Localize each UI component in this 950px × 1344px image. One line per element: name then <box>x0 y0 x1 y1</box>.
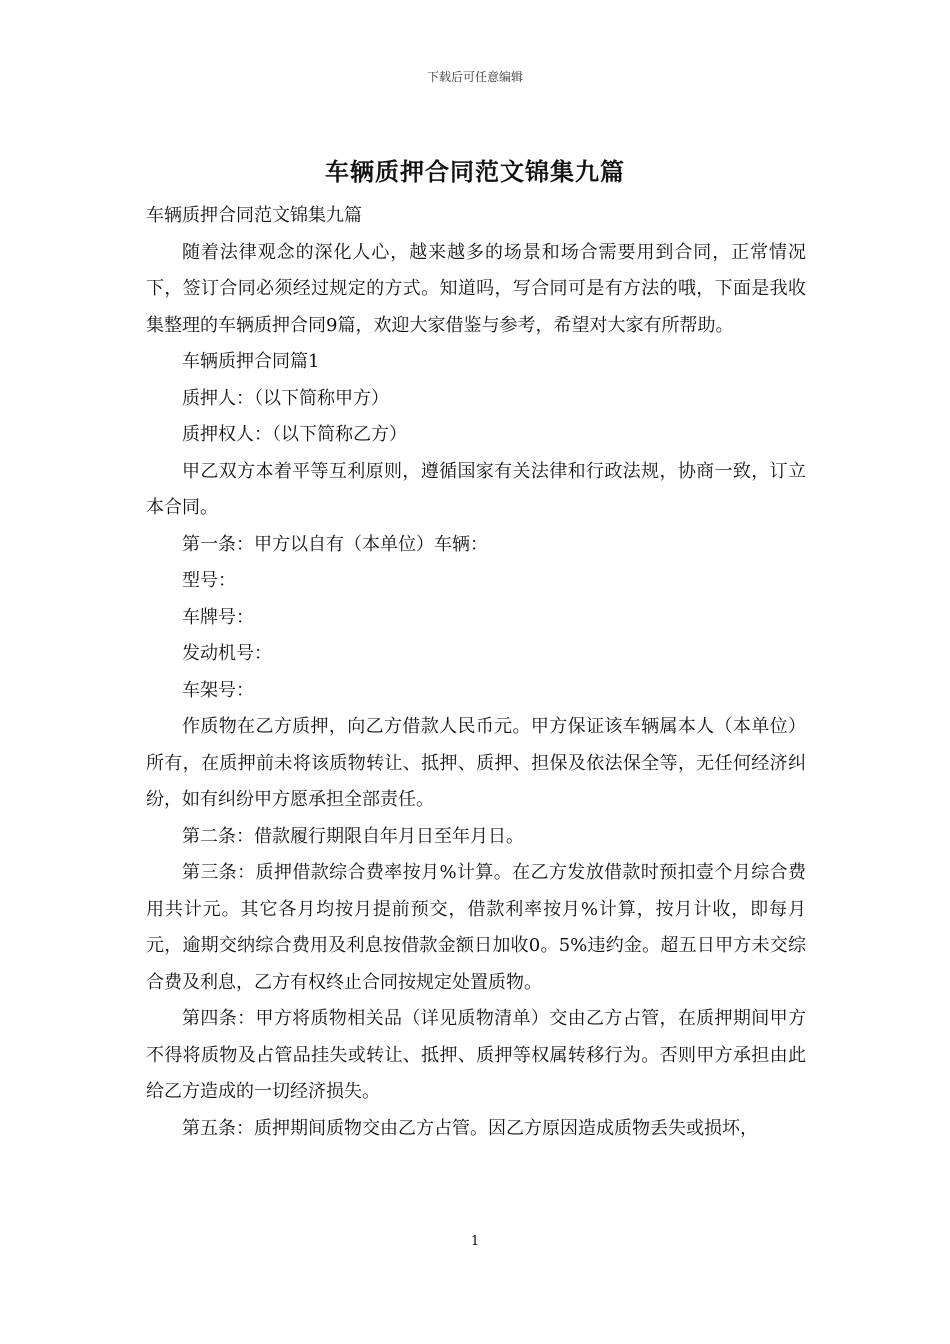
document-title: 车辆质押合同范文锦集九篇 <box>325 157 625 186</box>
model-field: 型号： <box>182 570 236 591</box>
frame-number-field: 车架号： <box>182 679 254 701</box>
subtitle-paragraph: 车辆质押合同范文锦集九篇 <box>146 205 362 226</box>
article-3: 第三条：质押借款综合费率按月%计算。在乙方发放借款时预扣壹个月综合费用共计元。其它各月均按月提前预交，借款利率按月%计算，按月计收，即每月元，逾期交纳综合费用及利息按借款金额日加收0。5%违约金。超五日甲方未交综合费及利息，乙方有权终止合同按规定处置质物。 <box>146 862 806 993</box>
preamble-paragraph: 甲乙双方本着平等互利原则，遵循国家有关法律和行政法规，协商一致，订立本合同。 <box>146 460 806 518</box>
pledgor-line: 质押人：（以下简称甲方） <box>182 387 389 409</box>
section-heading: 车辆质押合同篇1 <box>182 351 320 372</box>
article-5: 第五条：质押期间质物交由乙方占管。因乙方原因造成质物丢失或损坏， <box>182 1117 758 1139</box>
article-4: 第四条：甲方将质物相关品（详见质物清单）交由乙方占管，在质押期间甲方不得将质物及占管品挂失或转让、抵押、质押等权属转移行为。否则甲方承担由此给乙方造成的一切经济损失。 <box>146 1008 806 1102</box>
page-number: 1 <box>470 1234 480 1249</box>
collateral-paragraph: 作质物在乙方质押，向乙方借款人民币元。甲方保证该车辆属本人（本单位）所有，在质押前未将该质物转让、抵押、质押、担保及依法保全等，无任何经济纠纷，如有纠纷甲方愿承担全部责任。 <box>146 716 806 810</box>
intro-paragraph: 随着法律观念的深化人心，越来越多的场景和场合需要用到合同，正常情况下，签订合同必须经过规定的方式。知道吗，写合同可是有方法的哦，下面是我收集整理的车辆质押合同9篇，欢迎大家借鉴与参考，希望对大家有所帮助。 <box>146 241 806 336</box>
pledgee-line: 质押权人：（以下简称乙方） <box>182 424 407 445</box>
article-1: 第一条：甲方以自有（本单位）车辆： <box>182 533 488 555</box>
header-note: 下载后可任意编辑 <box>426 70 523 84</box>
plate-number-field: 车牌号： <box>182 606 254 628</box>
document-body <box>146 198 806 1147</box>
article-2: 第二条：借款履行期限自年月日至年月日。 <box>182 825 524 847</box>
engine-number-field: 发动机号： <box>182 643 272 664</box>
